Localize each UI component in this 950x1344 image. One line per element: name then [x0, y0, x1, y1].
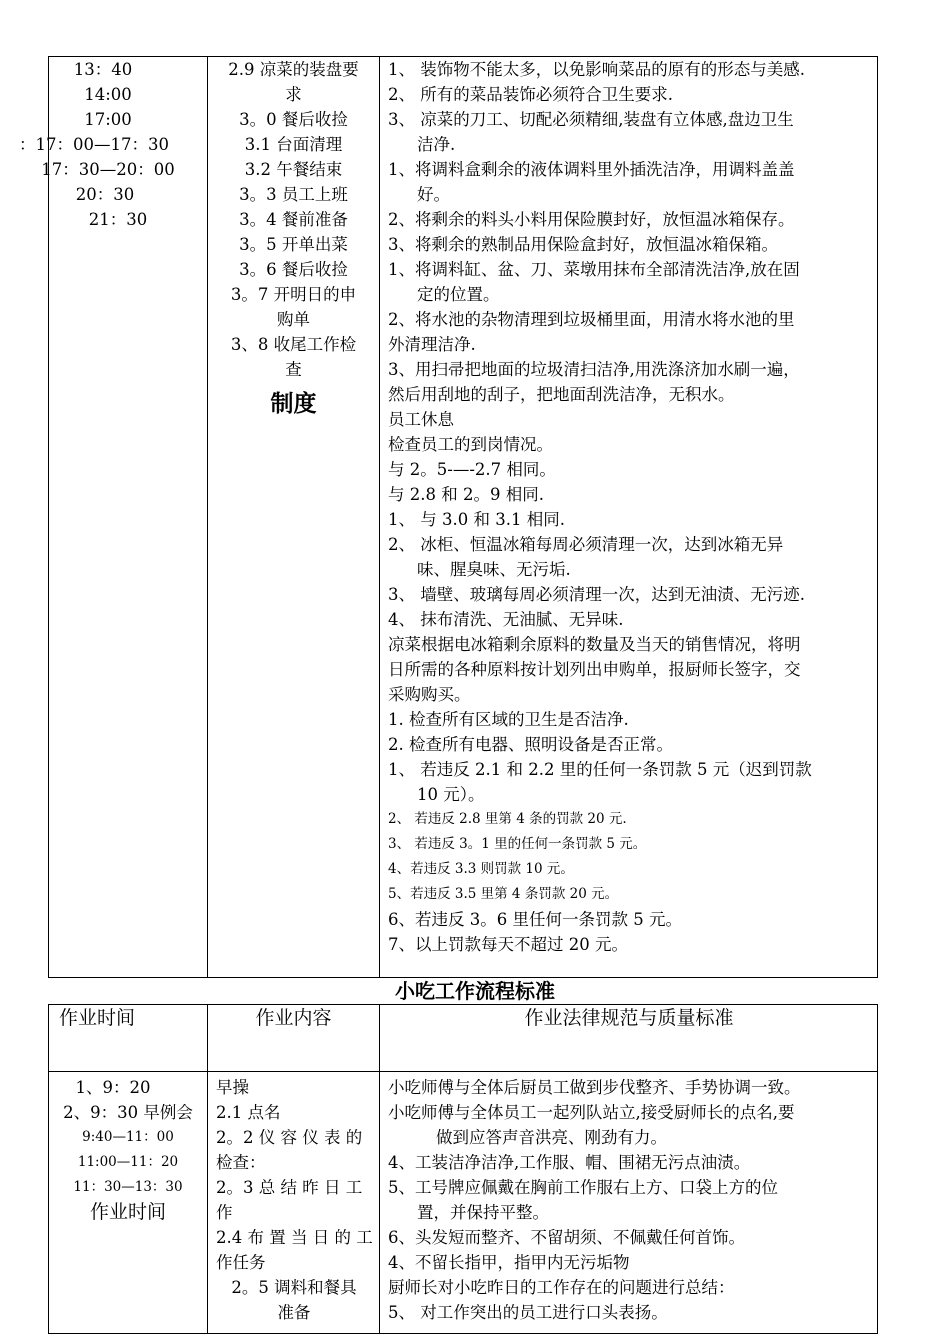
time-cell: 20：30	[75, 185, 135, 204]
time-cell: 17：30—20：00	[41, 160, 175, 179]
content-cell: 查	[285, 360, 302, 379]
time-cell: ：17：00—17：30	[19, 135, 169, 154]
standard-line: 3、 墙壁、玻璃每周必须清理一次，达到无油渍、无污迹.	[388, 585, 805, 604]
standard-line: 6、头发短而整齐、不留胡须、不佩戴任何首饰。	[388, 1228, 745, 1247]
content-cell: 3。0 餐后收捡	[239, 110, 348, 129]
standard-line: 2、 若违反 2.8 里第 4 条的罚款 20 元.	[388, 811, 627, 827]
standard-line: 4、 抹布清洗、无油腻、无异味.	[388, 610, 624, 629]
standard-line: 3、 凉菜的刀工、切配必须精细,装盘有立体感,盘边卫生	[388, 110, 794, 129]
content-cell: 3、8 收尾工作检	[230, 335, 357, 354]
standard-line: 2. 检查所有电器、照明设备是否正常。	[388, 735, 673, 754]
standard-line: 外清理洁净.	[388, 335, 476, 354]
standard-line: 洁净.	[417, 135, 456, 154]
content-cell: 3。4 餐前准备	[239, 210, 348, 229]
time-cell: 17:00	[84, 110, 132, 129]
content-cell: 2.9 凉菜的装盘要	[228, 60, 359, 79]
standard-line: 5、工号牌应佩戴在胸前工作服右上方、口袋上方的位	[388, 1178, 778, 1197]
standard-line: 2、将水池的杂物清理到垃圾桶里面，用清水将水池的里	[388, 310, 795, 329]
standard-line: 1、 装饰物不能太多，以免影响菜品的原有的形态与美感.	[388, 60, 805, 79]
content-cell: 作任务	[216, 1253, 266, 1272]
standard-line: 检查员工的到岗情况。	[388, 435, 553, 454]
content-cell: 2.1 点名	[216, 1103, 281, 1122]
content-cell: 求	[285, 85, 302, 104]
standard-line: 日所需的各种原料按计划列出申购单，报厨师长签字，交	[388, 660, 801, 679]
table-2	[48, 1004, 878, 1334]
standard-line: 2、 冰柜、恒温冰箱每周必须清理一次，达到冰箱无异	[388, 535, 784, 554]
standard-line: 小吃师傅与全体后厨员工做到步伐整齐、手势协调一致。	[388, 1078, 801, 1097]
time-cell: 21：30	[88, 210, 148, 229]
section-heading: 制度	[270, 391, 317, 417]
standard-line: 3、用扫帚把地面的垃圾清扫洁净,用洗涤济加水刷一遍，	[388, 360, 800, 379]
standard-line: 定的位置。	[417, 285, 500, 304]
standard-line: 采购购买。	[388, 685, 471, 704]
content-cell: 3。7 开明日的申	[230, 285, 357, 304]
content-cell: 2。5 调料和餐具	[231, 1278, 357, 1297]
content-cell: 3.2 午餐结束	[244, 160, 343, 179]
content-cell: 2。3 总 结 昨 日 工	[216, 1178, 363, 1197]
standard-line: 厨师长对小吃昨日的工作存在的问题进行总结：	[388, 1278, 735, 1297]
header-time: 作业时间	[59, 1007, 136, 1029]
standard-line: 做到应答声音洪亮、刚劲有力。	[436, 1128, 667, 1147]
standard-line: 员工休息	[388, 410, 454, 429]
content-cell: 2.4 布 置 当 日 的 工	[216, 1228, 373, 1247]
standard-line: 5、若违反 3.5 里第 4 条罚款 20 元。	[388, 886, 619, 902]
standard-line: 1、 与 3.0 和 3.1 相同.	[388, 510, 565, 529]
time-cell: 1、9：20	[75, 1078, 151, 1097]
content-cell: 3。3 员工上班	[239, 185, 348, 204]
time-cell: 2、9：30 早例会	[63, 1103, 193, 1122]
content-cell: 准备	[277, 1303, 311, 1322]
standard-line: 6、若违反 3。6 里任何一条罚款 5 元。	[388, 910, 682, 929]
table-1	[19, 56, 878, 978]
standard-line: 味、腥臭味、无污垢.	[417, 560, 571, 579]
standard-line: 3、将剩余的熟制品用保险盒封好，放恒温冰箱保箱。	[388, 235, 778, 254]
standard-line: 4、若违反 3.3 则罚款 10 元。	[388, 861, 574, 877]
content-column-2	[216, 1075, 372, 1325]
standard-line: 2、将剩余的料头小料用保险膜封好，放恒温冰箱保存。	[388, 210, 795, 229]
content-cell: 早操	[216, 1078, 249, 1097]
content-cell: 3。5 开单出菜	[239, 235, 348, 254]
standard-line: 4、工装洁净洁净,工作服、帽、围裙无污点油渍。	[388, 1153, 751, 1172]
standard-line: 置，并保持平整。	[417, 1203, 549, 1222]
standard-line: 3、 若违反 3。1 里的任何一条罚款 5 元。	[388, 836, 647, 852]
time-column	[9, 57, 207, 977]
header-standards: 作业法律规范与质量标准	[524, 1007, 734, 1029]
time-column-2	[49, 1075, 207, 1225]
section-title: 小吃工作流程标准	[395, 979, 555, 1003]
time-cell: 11:00—11：20	[77, 1154, 179, 1170]
content-column	[208, 57, 379, 977]
content-cell: 购单	[277, 310, 310, 329]
time-cell: 作业时间	[89, 1201, 166, 1223]
standard-line: 凉菜根据电冰箱剩余原料的数量及当天的销售情况，将明	[388, 635, 801, 654]
standard-line: 1. 检查所有区域的卫生是否洁净.	[388, 710, 629, 729]
content-cell: 3.1 台面清理	[244, 135, 343, 154]
header-content: 作业内容	[255, 1007, 332, 1029]
standard-line: 小吃师傅与全体员工一起列队站立,接受厨师长的点名,要	[388, 1103, 795, 1122]
standard-line: 4、不留长指甲，指甲内无污垢物	[388, 1253, 630, 1272]
standard-line: 1、将调料盒剩余的液体调料里外插洗洁净，用调料盖盖	[388, 160, 795, 179]
time-cell: 14:00	[84, 85, 132, 104]
standard-line: 好。	[417, 185, 450, 204]
standard-line: 1、 若违反 2.1 和 2.2 里的任何一条罚款 5 元（迟到罚款	[388, 760, 812, 779]
standards-column-2	[388, 1075, 874, 1325]
standard-line: 然后用刮地的刮子，把地面刮洗洁净，无积水。	[388, 385, 735, 404]
standard-line: 5、 对工作突出的员工进行口头表扬。	[388, 1303, 668, 1322]
standard-line: 10 元）。	[417, 785, 485, 804]
standard-line: 1、将调料缸、盆、刀、菜墩用抹布全部清洗洁净,放在固	[388, 260, 800, 279]
time-cell: 13：40	[73, 60, 133, 79]
content-cell: 3。6 餐后收捡	[239, 260, 348, 279]
standard-line: 与 2。5-—-2.7 相同。	[388, 460, 556, 479]
standard-line: 7、以上罚款每天不超过 20 元。	[388, 935, 628, 954]
standards-column	[388, 57, 874, 977]
content-cell: 检查：	[216, 1153, 266, 1172]
time-cell: 9:40—11：00	[82, 1129, 174, 1145]
standard-line: 与 2.8 和 2。9 相同.	[388, 485, 544, 504]
standard-line: 2、 所有的菜品装饰必须符合卫生要求.	[388, 85, 673, 104]
content-cell: 2。2 仪 容 仪 表 的	[216, 1128, 363, 1147]
time-cell: 11：30—13：30	[73, 1179, 183, 1195]
content-cell: 作	[216, 1203, 233, 1222]
